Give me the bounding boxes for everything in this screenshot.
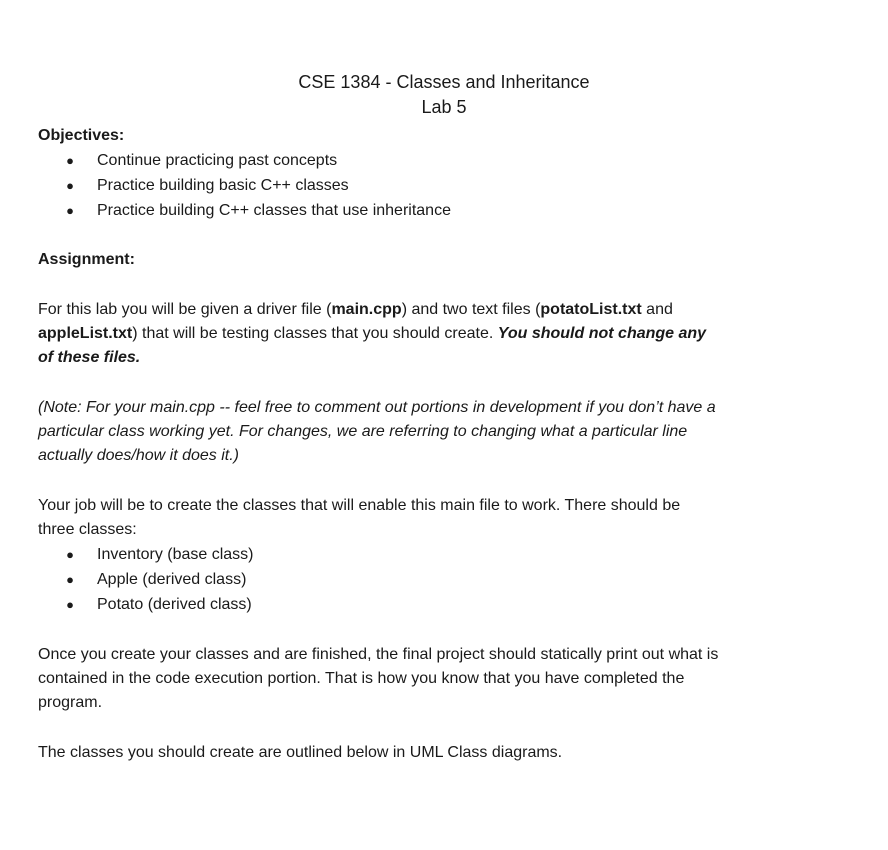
- text-run: and: [641, 301, 673, 318]
- note-line: actually does/how it does it.): [38, 447, 239, 464]
- bullet-icon: ●: [66, 547, 74, 562]
- paragraph-line: contained in the code execution portion. That is how you know that you have completed the: [38, 670, 685, 687]
- assignment-heading: Assignment:: [38, 251, 135, 268]
- paragraph-line: program.: [38, 694, 103, 711]
- document-subtitle: Lab 5: [421, 97, 467, 117]
- filename-apple-list: appleList.txt: [38, 325, 133, 342]
- bullet-icon: ●: [66, 597, 74, 612]
- bullet-icon: ●: [66, 572, 74, 587]
- emphasis-warning: of these files.: [38, 349, 141, 366]
- filename-potato-list: potatoList.txt: [540, 301, 642, 318]
- filename-main: main.cpp: [331, 301, 402, 318]
- paragraph-line: three classes:: [38, 521, 137, 538]
- text-run: For this lab you will be given a driver file (: [38, 301, 332, 318]
- note-line: particular class working yet. For changes, we are referring to changing what a particular line: [38, 423, 688, 440]
- class-list-item: Inventory (base class): [97, 546, 254, 563]
- objective-item: Continue practicing past concepts: [97, 152, 338, 169]
- bullet-icon: ●: [66, 203, 74, 218]
- emphasis-warning: You should not change any: [497, 325, 707, 342]
- assignment-paragraph-line: [38, 298, 673, 322]
- class-list-item: Potato (derived class): [97, 596, 252, 613]
- note-line: (Note: For your main.cpp -- feel free to comment out portions in development if you don’t have a: [38, 399, 716, 416]
- paragraph-line: The classes you should create are outlined below in UML Class diagrams.: [38, 744, 563, 761]
- text-run: ) and two text files (: [401, 301, 541, 318]
- paragraph-line: Once you create your classes and are finished, the final project should statically print out what is: [38, 646, 719, 663]
- class-list-item: Apple (derived class): [97, 571, 247, 588]
- bullet-icon: ●: [66, 153, 74, 168]
- assignment-paragraph-line: [38, 322, 706, 346]
- objective-item: Practice building basic C++ classes: [97, 177, 349, 194]
- objectives-heading: Objectives:: [38, 127, 125, 144]
- objective-item: Practice building C++ classes that use inheritance: [97, 202, 451, 219]
- document-title: CSE 1384 - Classes and Inheritance: [298, 72, 590, 92]
- paragraph-line: Your job will be to create the classes that will enable this main file to work. There should be: [38, 497, 681, 514]
- bullet-icon: ●: [66, 178, 74, 193]
- text-run: ) that will be testing classes that you should create.: [132, 325, 498, 342]
